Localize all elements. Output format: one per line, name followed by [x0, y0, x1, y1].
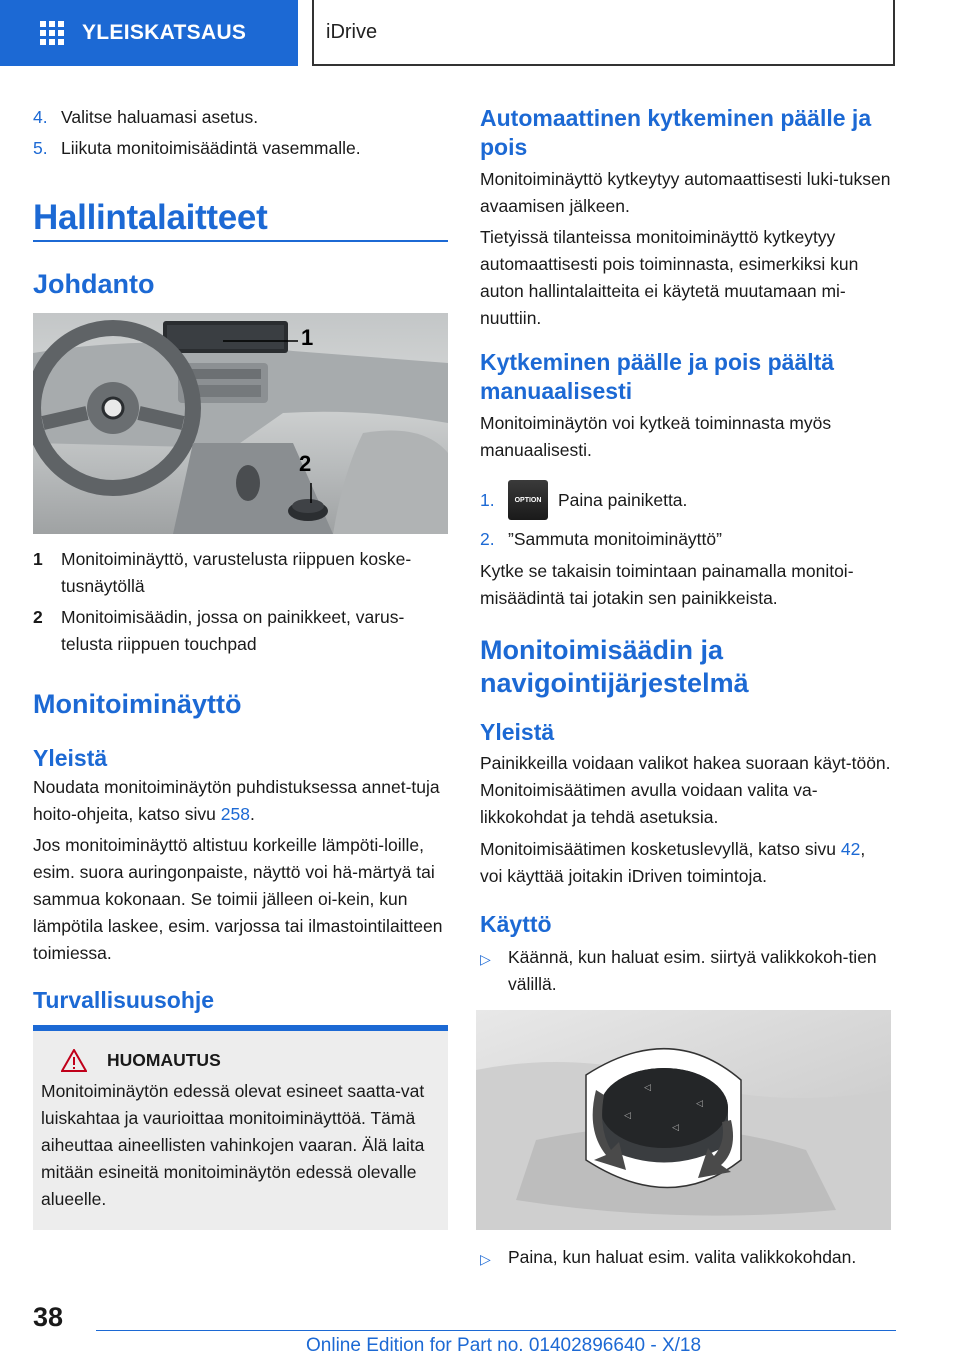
legend-number: 1 — [33, 549, 43, 569]
controller-paragraph-1: Painikkeilla voidaan valikot hakea suoraan käyt-töön. Monitoimisäätimen avulla voidaan valita va-likkokohdat ja tehdä asetuksia. — [480, 753, 891, 827]
triangle-bullet-icon: ▷ — [480, 951, 491, 967]
svg-text:◁: ◁ — [624, 1111, 631, 1121]
general-heading-right: Yleistä — [480, 719, 555, 745]
manual-paragraph: Monitoiminäytön voi kytkeä toiminnasta myös manuaalisesti. — [480, 413, 832, 460]
step-text: Valitse haluamasi asetus. — [61, 107, 259, 127]
legend-text: Monitoiminäyttö, varustelusta riippuen koske-tusnäytöllä — [61, 549, 412, 596]
controller-heading: Monitoimisäädin ja navigointijärjestelmä — [480, 635, 749, 698]
edition-footer: Online Edition for Part no. 01402896640 - X/18 — [306, 1335, 702, 1356]
section-tab-label: YLEISKATSAUS — [82, 21, 247, 44]
page-link-258[interactable]: 258 — [220, 804, 250, 824]
controller-figure — [476, 1010, 891, 1230]
usage-bullet-2 — [480, 1244, 892, 1273]
manual-step-1 — [480, 480, 892, 520]
safety-heading: Turvallisuusohje — [33, 987, 215, 1013]
step-number: 1. — [480, 489, 495, 510]
step-number: 4. — [33, 107, 48, 127]
warning-icon — [61, 1049, 87, 1072]
step-number: 2. — [480, 529, 495, 549]
cockpit-illustration — [33, 313, 448, 534]
step-5 — [33, 135, 448, 162]
page-header — [0, 0, 960, 68]
monitor-heading: Monitoiminäyttö — [33, 689, 242, 719]
page-link-42[interactable]: 42 — [840, 839, 861, 859]
triangle-bullet-icon: ▷ — [480, 1251, 491, 1267]
chapter-tab-label: iDrive — [326, 20, 378, 43]
svg-text:◁: ◁ — [644, 1083, 651, 1093]
page-title: Hallintalaitteet — [33, 198, 268, 237]
legend-item-2 — [33, 604, 448, 658]
controller-paragraph-2: Monitoimisäätimen kosketuslevyllä, katso sivu 42, voi käyttää joitakin iDriven toimintoja. — [480, 839, 866, 886]
step-text: ”Sammuta monitoiminäyttö” — [508, 529, 722, 549]
manual-paragraph-2: Kytke se takaisin toimintaan painamalla monitoi-misäädintä tai jotakin sen painikkeista. — [480, 561, 854, 608]
controller-illustration — [476, 1010, 891, 1230]
bullet-text: Käännä, kun haluat esim. siirtyä valikkokoh-tien välillä. — [508, 947, 877, 994]
legend-item-1 — [33, 546, 448, 600]
cockpit-figure — [33, 313, 448, 534]
intro-heading: Johdanto — [33, 269, 155, 299]
option-button-icon: OPTION — [508, 480, 548, 520]
usage-bullet-1 — [480, 944, 892, 998]
legend-number: 2 — [33, 607, 43, 627]
step-number: 5. — [33, 138, 48, 158]
manual-heading: Kytkeminen päälle ja pois päältä manuaalisesti — [480, 349, 835, 404]
section-tab[interactable] — [0, 0, 298, 66]
step-text: Liikuta monitoimisäädintä vasemmalle. — [61, 138, 361, 158]
svg-text:◁: ◁ — [696, 1099, 703, 1109]
heat-paragraph: Jos monitoiminäyttö altistuu korkeille lämpöti-loille, esim. suora auringonpaiste, näyttö voi hä-märtyä tai sammua kokonaan. Se toimii jälleen oi-kein, kun lämpötila laskee, esim. varjossa tai ilmastointilaitteen toimiessa. — [33, 835, 443, 963]
page-number: 38 — [33, 1302, 64, 1332]
legend-text: Monitoimisäädin, jossa on painikkeet, varus-telusta riippuen touchpad — [61, 607, 405, 654]
step-text: Paina painiketta. — [558, 489, 688, 510]
general-heading-left: Yleistä — [33, 745, 108, 771]
usage-heading: Käyttö — [480, 911, 552, 937]
title-divider — [33, 240, 448, 242]
auto-paragraph-2: Tietyissä tilanteissa monitoiminäyttö kytkeytyy automaattisesti pois toiminnasta, esimerkiksi kun auton hallintalaitteita ei käytetä muutamaan mi-nuuttiin. — [480, 227, 859, 328]
callout-2: 2 — [299, 451, 312, 476]
step-4 — [33, 104, 448, 131]
auto-heading: Automaattinen kytkeminen päälle ja pois — [480, 105, 872, 160]
bullet-text: Paina, kun haluat esim. valita valikkokohdan. — [508, 1247, 857, 1267]
notice-text: Monitoiminäytön edessä olevat esineet saatta-vat luiskahtaa ja vaurioittaa monitoiminäyttöä. Tämä aiheuttaa aineellisten vahinkojen vaaran. Älä laita mitään esineitä monitoiminäytön edessä olevalle alueelle. — [41, 1081, 425, 1209]
callout-1: 1 — [301, 325, 314, 350]
svg-text:◁: ◁ — [672, 1123, 679, 1133]
notice-title: HUOMAUTUS — [107, 1050, 221, 1070]
grid-menu-icon — [40, 21, 64, 45]
manual-step-2 — [480, 526, 892, 553]
footer-divider — [96, 1330, 896, 1331]
cleaning-paragraph: Noudata monitoiminäytön puhdistuksessa annet-tuja hoito-ohjeita, katso sivu 258. — [33, 777, 440, 824]
notice-box — [33, 1031, 448, 1230]
auto-paragraph-1: Monitoiminäyttö kytkeytyy automaattisesti luki-tuksen avaamisen jälkeen. — [480, 169, 891, 216]
chapter-tab[interactable] — [312, 0, 895, 66]
